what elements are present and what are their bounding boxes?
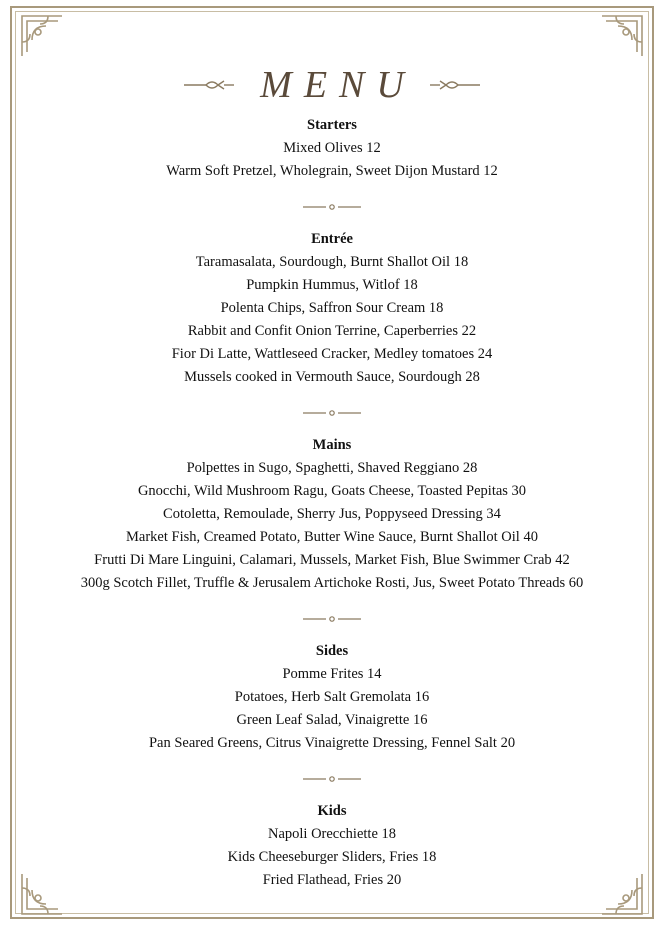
menu-section-starters	[0, 114, 664, 183]
left-flourish-icon	[184, 77, 234, 93]
right-flourish-icon	[430, 77, 480, 93]
corner-ornament-icon	[598, 12, 646, 60]
menu-item: 300g Scotch Fillet, Truffle & Jerusalem Artichoke Rosti, Jus, Sweet Potato Threads 60	[80, 575, 584, 591]
menu-item: Potatoes, Herb Salt Gremolata 16	[234, 689, 430, 705]
menu-item: Taramasalata, Sourdough, Burnt Shallot Oil 18	[195, 254, 469, 270]
menu-section-mains	[0, 434, 664, 595]
menu-item: Gnocchi, Wild Mushroom Ragu, Goats Cheese, Toasted Pepitas 30	[137, 483, 527, 499]
menu-item: Polenta Chips, Saffron Sour Cream 18	[220, 300, 444, 316]
section-heading: Mains	[312, 437, 352, 453]
menu-item: Pan Seared Greens, Citrus Vinaigrette Dressing, Fennel Salt 20	[148, 735, 516, 751]
divider-ornament-icon	[303, 615, 361, 623]
menu-content	[0, 114, 664, 892]
menu-item: Mussels cooked in Vermouth Sauce, Sourdough 28	[184, 369, 480, 385]
menu-item: Frutti Di Mare Linguini, Calamari, Mussels, Market Fish, Blue Swimmer Crab 42	[94, 552, 570, 568]
menu-item: Polpettes in Sugo, Spaghetti, Shaved Reggiano 28	[186, 460, 478, 476]
divider-ornament-icon	[303, 409, 361, 417]
menu-item: Napoli Orecchiette 18	[267, 826, 397, 842]
menu-item: Fried Flathead, Fries 20	[262, 872, 402, 888]
menu-item: Pumpkin Hummus, Witlof 18	[246, 277, 418, 293]
menu-item: Rabbit and Confit Onion Terrine, Caperberries 22	[187, 323, 477, 339]
menu-item: Green Leaf Salad, Vinaigrette 16	[236, 712, 428, 728]
section-heading: Sides	[315, 643, 349, 659]
menu-item: Mixed Olives 12	[283, 140, 381, 156]
section-heading: Kids	[317, 803, 347, 819]
corner-ornament-icon	[18, 12, 66, 60]
divider-ornament-icon	[303, 775, 361, 783]
menu-item: Market Fish, Creamed Potato, Butter Wine Sauce, Burnt Shallot Oil 40	[126, 529, 538, 545]
menu-section-kids	[0, 800, 664, 892]
menu-item: Cotoletta, Remoulade, Sherry Jus, Poppyseed Dressing 34	[163, 506, 501, 522]
section-divider	[0, 607, 664, 630]
section-divider	[0, 401, 664, 424]
menu-section-sides	[0, 640, 664, 755]
page-title: MENU	[260, 64, 416, 106]
menu-item: Kids Cheeseburger Sliders, Fries 18	[227, 849, 437, 865]
menu-item: Fior Di Latte, Wattleseed Cracker, Medley tomatoes 24	[171, 346, 493, 362]
section-heading: Entrée	[311, 231, 353, 247]
menu-section-entree	[0, 228, 664, 389]
title-row	[0, 60, 664, 110]
menu-item: Warm Soft Pretzel, Wholegrain, Sweet Dijon Mustard 12	[166, 163, 498, 179]
section-divider	[0, 767, 664, 790]
menu-item: Pomme Frites 14	[282, 666, 382, 682]
section-divider	[0, 195, 664, 218]
divider-ornament-icon	[303, 203, 361, 211]
section-heading: Starters	[307, 117, 357, 133]
